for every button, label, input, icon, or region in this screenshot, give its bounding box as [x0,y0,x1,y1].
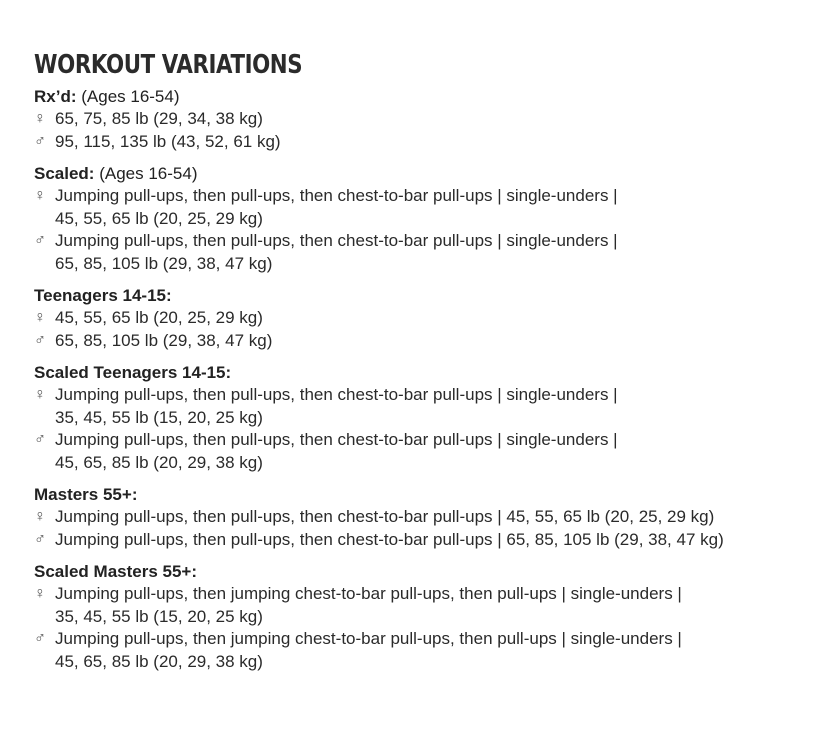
female-symbol-icon: ♀ [34,187,46,204]
female-variation-text: 35, 45, 55 lb (15, 20, 25 kg) [55,407,263,427]
section-heading-label: Rx’d: [34,87,77,106]
female-variation-text: Jumping pull-ups, then pull-ups, then chest-to-bar pull-ups | single-unders | [55,385,618,404]
section-heading-label: Masters 55+: [34,485,138,504]
section-heading-label: Scaled: [34,164,95,183]
male-variation-text: 65, 85, 105 lb (29, 38, 47 kg) [55,253,273,273]
female-variation-text: 35, 45, 55 lb (15, 20, 25 kg) [55,606,263,626]
variation-section [34,285,828,352]
male-symbol-icon: ♂ [34,331,46,349]
male-variation-text: 45, 65, 85 lb (20, 29, 38 kg) [55,651,263,671]
female-variation-text: 45, 55, 65 lb (20, 25, 29 kg) [55,308,263,327]
section-heading-label: Teenagers 14-15: [34,286,172,305]
female-symbol-icon: ♀ [34,585,46,602]
section-heading [34,561,828,583]
male-variation-text: 65, 85, 105 lb (29, 38, 47 kg) [55,330,273,350]
sections-list [34,86,828,673]
female-variation-text: Jumping pull-ups, then jumping chest-to-bar pull-ups, then pull-ups | single-unders | [55,584,682,603]
female-symbol-icon: ♀ [34,309,46,326]
section-heading-label: Scaled Teenagers 14-15: [34,363,232,382]
male-symbol-icon: ♂ [34,630,46,647]
page-title: WORKOUT VARIATIONS [34,50,303,80]
section-heading-label: Scaled Masters 55+: [34,562,198,581]
male-variation-line [34,429,828,474]
female-variation-text: Jumping pull-ups, then pull-ups, then chest-to-bar pull-ups | single-unders | [55,186,618,205]
male-symbol-icon: ♂ [34,530,46,548]
variation-section [34,163,828,275]
variation-section [34,561,828,673]
female-symbol-icon: ♀ [34,508,46,525]
section-heading [34,163,828,185]
female-variation-line [34,506,828,529]
male-variation-line [34,330,828,353]
male-variation-line [34,230,828,275]
section-heading [34,484,828,506]
section-age-note: (Ages 16-54) [99,164,198,183]
female-variation-line [34,108,828,131]
female-variation-line [34,583,828,628]
female-variation-text: 65, 75, 85 lb (29, 34, 38 kg) [55,109,263,128]
male-variation-text: 95, 115, 135 lb (43, 52, 61 kg) [55,131,281,151]
female-variation-line [34,185,828,230]
variation-section [34,362,828,474]
variation-section [34,484,828,551]
female-variation-text: 45, 55, 65 lb (20, 25, 29 kg) [55,208,263,228]
variation-section [34,86,828,153]
female-symbol-icon: ♀ [34,110,46,127]
male-symbol-icon: ♂ [34,431,46,448]
section-heading [34,86,828,108]
male-variation-text: Jumping pull-ups, then pull-ups, then chest-to-bar pull-ups | single-unders | [55,231,618,250]
section-heading [34,285,828,307]
female-variation-line [34,384,828,429]
male-variation-text: Jumping pull-ups, then pull-ups, then chest-to-bar pull-ups | single-unders | [55,430,618,449]
male-symbol-icon: ♂ [34,232,46,249]
male-variation-text: Jumping pull-ups, then pull-ups, then chest-to-bar pull-ups | 65, 85, 105 lb (29, 38, 47 kg) [55,529,724,549]
male-symbol-icon: ♂ [34,132,46,150]
male-variation-text: Jumping pull-ups, then jumping chest-to-bar pull-ups, then pull-ups | single-unders | [55,629,682,648]
male-variation-text: 45, 65, 85 lb (20, 29, 38 kg) [55,452,263,472]
male-variation-line [34,628,828,673]
female-variation-line [34,307,828,330]
male-variation-line [34,131,828,154]
section-heading [34,362,828,384]
female-variation-text: Jumping pull-ups, then pull-ups, then chest-to-bar pull-ups | 45, 55, 65 lb (20, 25, 29 kg) [55,507,715,526]
male-variation-line [34,529,828,552]
section-age-note: (Ages 16-54) [81,87,180,106]
female-symbol-icon: ♀ [34,386,46,403]
